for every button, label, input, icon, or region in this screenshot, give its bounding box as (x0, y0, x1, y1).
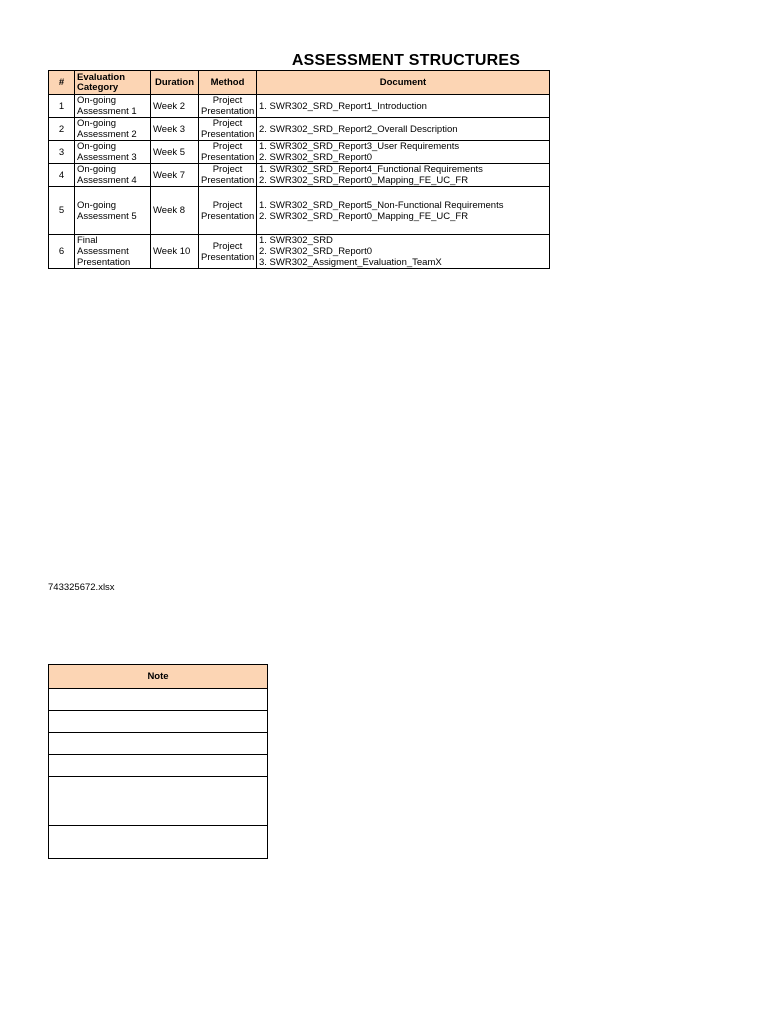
header-method: Method (199, 71, 257, 95)
method (199, 95, 257, 118)
duration: Week 5 (151, 141, 199, 164)
note-cell (49, 826, 268, 859)
documents-line: 3. SWR302_Assigment_Evaluation_TeamX (259, 257, 442, 268)
row-number: 3 (49, 141, 75, 164)
method-line: Presentation (201, 210, 255, 222)
method-line: Project (212, 118, 243, 129)
category-line: On-going (77, 199, 117, 211)
table-row (49, 235, 550, 269)
method-line: Project (212, 199, 243, 211)
document (257, 187, 550, 235)
evaluation-category (75, 118, 151, 141)
method-line: Project (212, 141, 243, 152)
duration: Week 8 (151, 187, 199, 235)
header-duration: Duration (151, 71, 199, 95)
method-line: Project (212, 240, 243, 252)
documents-line: 1. SWR302_SRD_Report1_Introduction (259, 100, 427, 112)
document (257, 141, 550, 164)
method-line: Presentation (201, 129, 255, 140)
evaluation-category (75, 187, 151, 235)
category-line: Assessment 2 (77, 129, 137, 140)
method-line: Presentation (201, 152, 255, 163)
note-row (49, 755, 268, 777)
note-cell (49, 755, 268, 777)
note-row (49, 689, 268, 711)
note-cell (49, 777, 268, 826)
table-row (49, 118, 550, 141)
category-line: On-going (77, 118, 117, 129)
category-line: On-going (77, 95, 117, 106)
table-row (49, 187, 550, 235)
documents-line: 2. SWR302_SRD_Report0 (259, 246, 372, 257)
category-line: Assessment 4 (77, 175, 137, 186)
duration: Week 3 (151, 118, 199, 141)
table-row (49, 95, 550, 118)
category-line: Presentation (77, 257, 131, 268)
duration: Week 7 (151, 164, 199, 187)
documents-line: 2. SWR302_SRD_Report0 (259, 152, 372, 163)
note-row (49, 711, 268, 733)
page-title: ASSESSMENT STRUCTURES (291, 52, 521, 69)
evaluation-category (75, 235, 151, 269)
row-number: 2 (49, 118, 75, 141)
category-line: On-going (77, 164, 117, 175)
documents-line: 2. SWR302_SRD_Report0_Mapping_FE_UC_FR (259, 210, 469, 222)
evaluation-category (75, 141, 151, 164)
method (199, 141, 257, 164)
category-line: Assessment (77, 246, 129, 257)
method-line: Presentation (201, 106, 255, 117)
documents-line: 1. SWR302_SRD_Report5_Non-Functional Requirements (259, 199, 504, 211)
row-number: 4 (49, 164, 75, 187)
assessment-table (48, 70, 550, 269)
header-category: Evaluation Category (75, 71, 151, 95)
table-header-row (49, 71, 550, 95)
method (199, 118, 257, 141)
duration: Week 2 (151, 95, 199, 118)
table-row (49, 164, 550, 187)
method-line: Project (212, 164, 243, 175)
documents-line: 2. SWR302_SRD_Report2_Overall Description (259, 123, 458, 135)
note-row (49, 777, 268, 826)
table-row (49, 141, 550, 164)
evaluation-category (75, 95, 151, 118)
note-cell (49, 711, 268, 733)
notes-header: Note (49, 665, 268, 689)
header-document: Document (257, 71, 550, 95)
note-cell (49, 689, 268, 711)
category-line: On-going (77, 141, 117, 152)
document (257, 95, 550, 118)
documents-line: 2. SWR302_SRD_Report0_Mapping_FE_UC_FR (259, 175, 469, 186)
note-row (49, 733, 268, 755)
category-line: Final (77, 235, 98, 246)
note-cell (49, 733, 268, 755)
row-number: 5 (49, 187, 75, 235)
documents-line: 1. SWR302_SRD (259, 235, 333, 246)
header-num: # (49, 71, 75, 95)
method-line: Project (212, 95, 243, 106)
note-row (49, 826, 268, 859)
row-number: 6 (49, 235, 75, 269)
category-line: Assessment 1 (77, 106, 137, 117)
duration: Week 10 (151, 235, 199, 269)
documents-line: 1. SWR302_SRD_Report4_Functional Requirements (259, 164, 483, 175)
evaluation-category (75, 164, 151, 187)
document (257, 118, 550, 141)
method (199, 235, 257, 269)
documents-line: 1. SWR302_SRD_Report3_User Requirements (259, 141, 460, 152)
method (199, 187, 257, 235)
category-line: Assessment 3 (77, 152, 137, 163)
category-line: Assessment 5 (77, 210, 137, 222)
method (199, 164, 257, 187)
row-number: 1 (49, 95, 75, 118)
method-line: Presentation (201, 251, 255, 263)
document (257, 164, 550, 187)
file-name: 743325672.xlsx (48, 582, 115, 593)
notes-table (48, 664, 268, 859)
document (257, 235, 550, 269)
method-line: Presentation (201, 175, 255, 186)
